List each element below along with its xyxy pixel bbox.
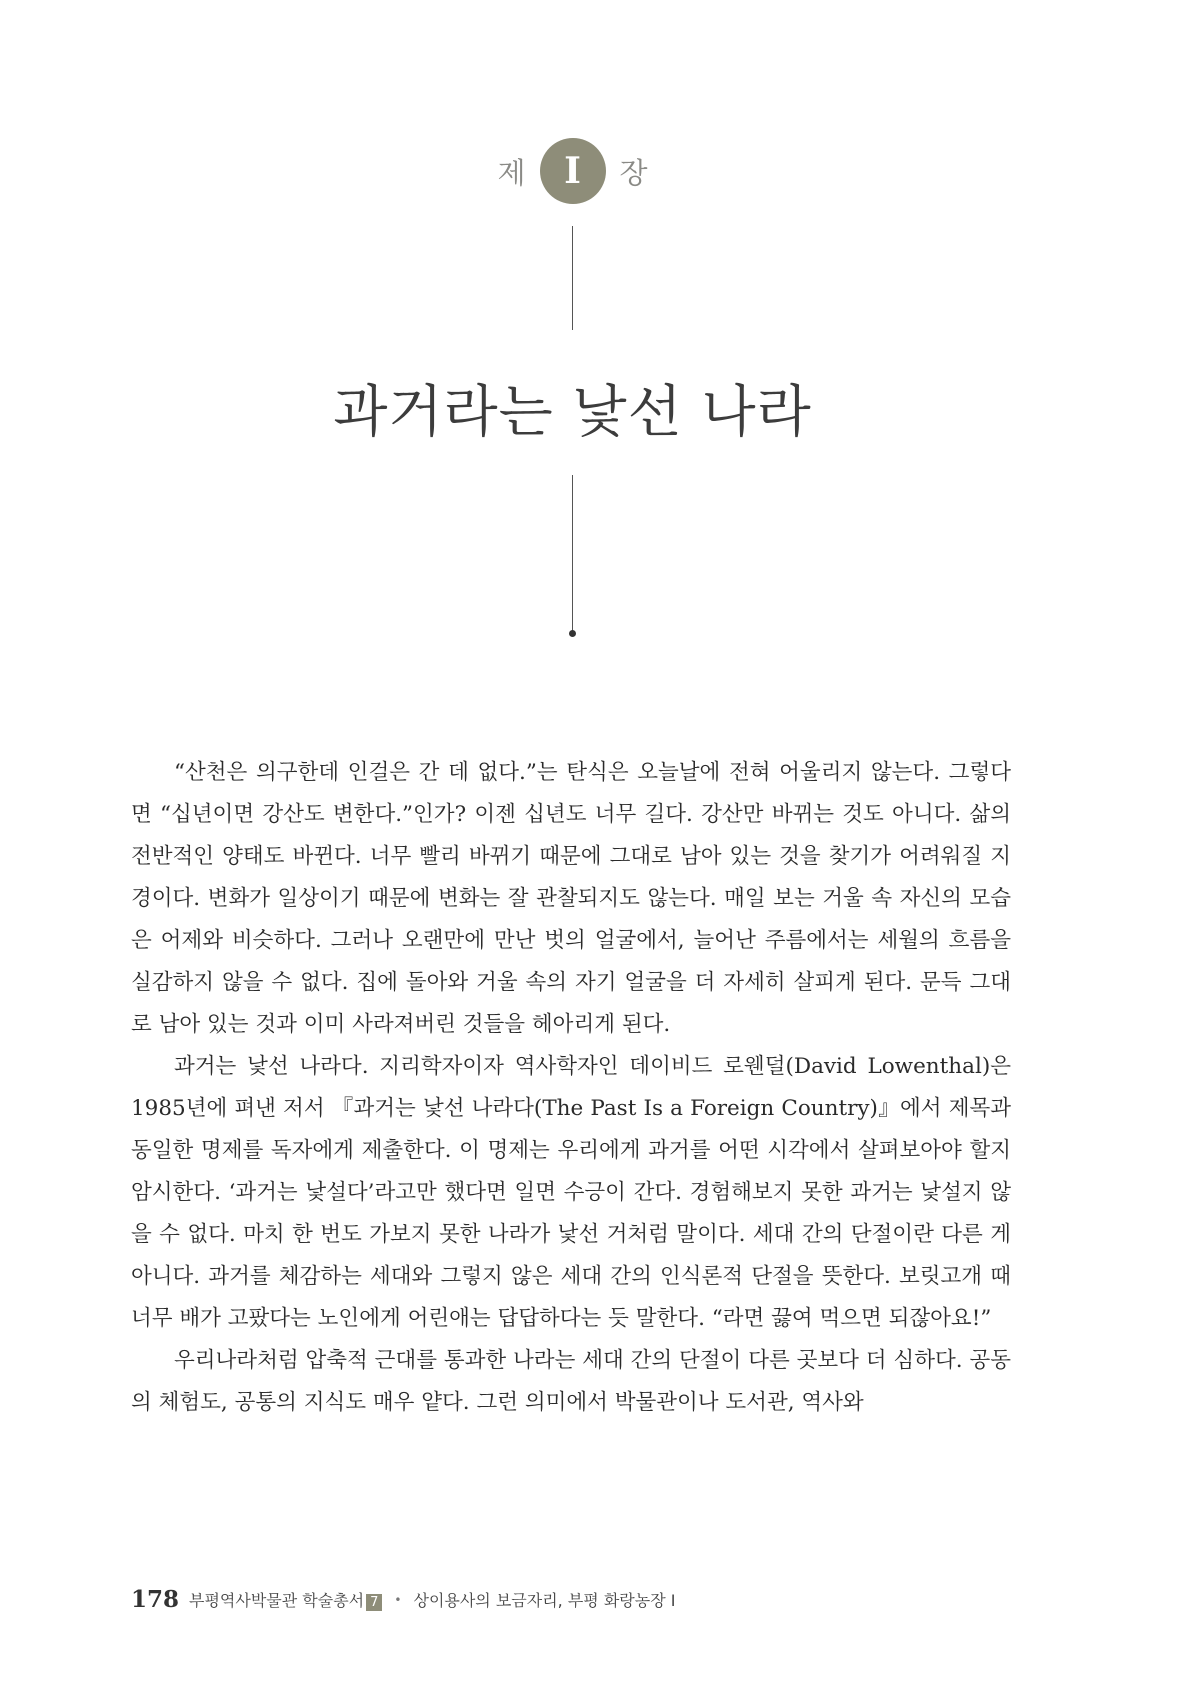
divider-end-dot	[569, 630, 576, 637]
paragraph: 과거는 낯선 나라다. 지리학자이자 역사학자인 데이비드 로웬덜(David Lowenthal)은 1985년에 펴낸 저서 『과거는 낯선 나라다(The Past Is a Foreign Country)』에서 제목과 동일한 명제를 독자에게 제출한다. 이 명제는 우리에게 과거를 어떤 시각에서 살펴보아야 할지 암시한다. ‘과거는 낯설다’라고만 했다면 일면 수긍이 간다. 경험해보지 못한 과거는 낯설지 않을 수 없다. 마치 한 번도 가보지 못한 나라가 낯선 거처럼 말이다. 세대 간의 단절이란 다른 게 아니다. 과거를 체감하는 세대와 그렇지 않은 세대 간의 인식론적 단절을 뜻한다. 보릿고개 때 너무 배가 고팠다는 노인에게 어린애는 답답하다는 듯 말한다. “라면 끓여 먹으면 되잖아요!”	[131, 1054, 1011, 1331]
body-text	[131, 752, 1011, 1424]
chapter-mark	[0, 138, 1145, 204]
paragraph: “산천은 의구한데 인걸은 간 데 없다.”는 탄식은 오늘날에 전혀 어울리지 않는다. 그렇다면 “십년이면 강산도 변한다.”인가? 이젠 십년도 너무 길다. 강산만 바뀌는 것도 아니다. 삶의 전반적인 양태도 바뀐다. 너무 빨리 바뀌기 때문에 그대로 남아 있는 것을 찾기가 어려워질 지경이다. 변화가 일상이기 때문에 변화는 잘 관찰되지도 않는다. 매일 보는 거울 속 자신의 모습은 어제와 비슷하다. 그러나 오랜만에 만난 벗의 얼굴에서, 늘어난 주름에서는 세월의 흐름을 실감하지 않을 수 없다. 집에 돌아와 거울 속의 자기 얼굴을 더 자세히 살피게 된다. 문득 그대로 남아 있는 것과 이미 사라져버린 것들을 헤아리게 된다.	[131, 760, 1011, 1037]
series-label: 부평역사박물관 학술총서	[189, 1591, 365, 1610]
page-footer	[131, 1586, 675, 1613]
chapter-suffix: 장	[619, 155, 648, 190]
footer-separator: •	[394, 1592, 402, 1607]
book-title: 상이용사의 보금자리, 부평 화랑농장 I	[413, 1591, 676, 1610]
chapter-title: 과거라는 낯선 나라	[333, 380, 812, 445]
page-number: 178	[131, 1586, 180, 1613]
chapter-number-badge: I	[540, 138, 606, 204]
bottom-divider-line	[572, 475, 573, 631]
series-name	[189, 1588, 382, 1611]
chapter-prefix: 제	[497, 155, 526, 190]
top-divider-line	[572, 226, 573, 330]
paragraph: 우리나라처럼 압축적 근대를 통과한 나라는 세대 간의 단절이 다른 곳보다 더 심하다. 공동의 체험도, 공통의 지식도 매우 얕다. 그런 의미에서 박물관이나 도서관, 역사와	[131, 1348, 1011, 1415]
series-number-badge: 7	[366, 1594, 382, 1611]
